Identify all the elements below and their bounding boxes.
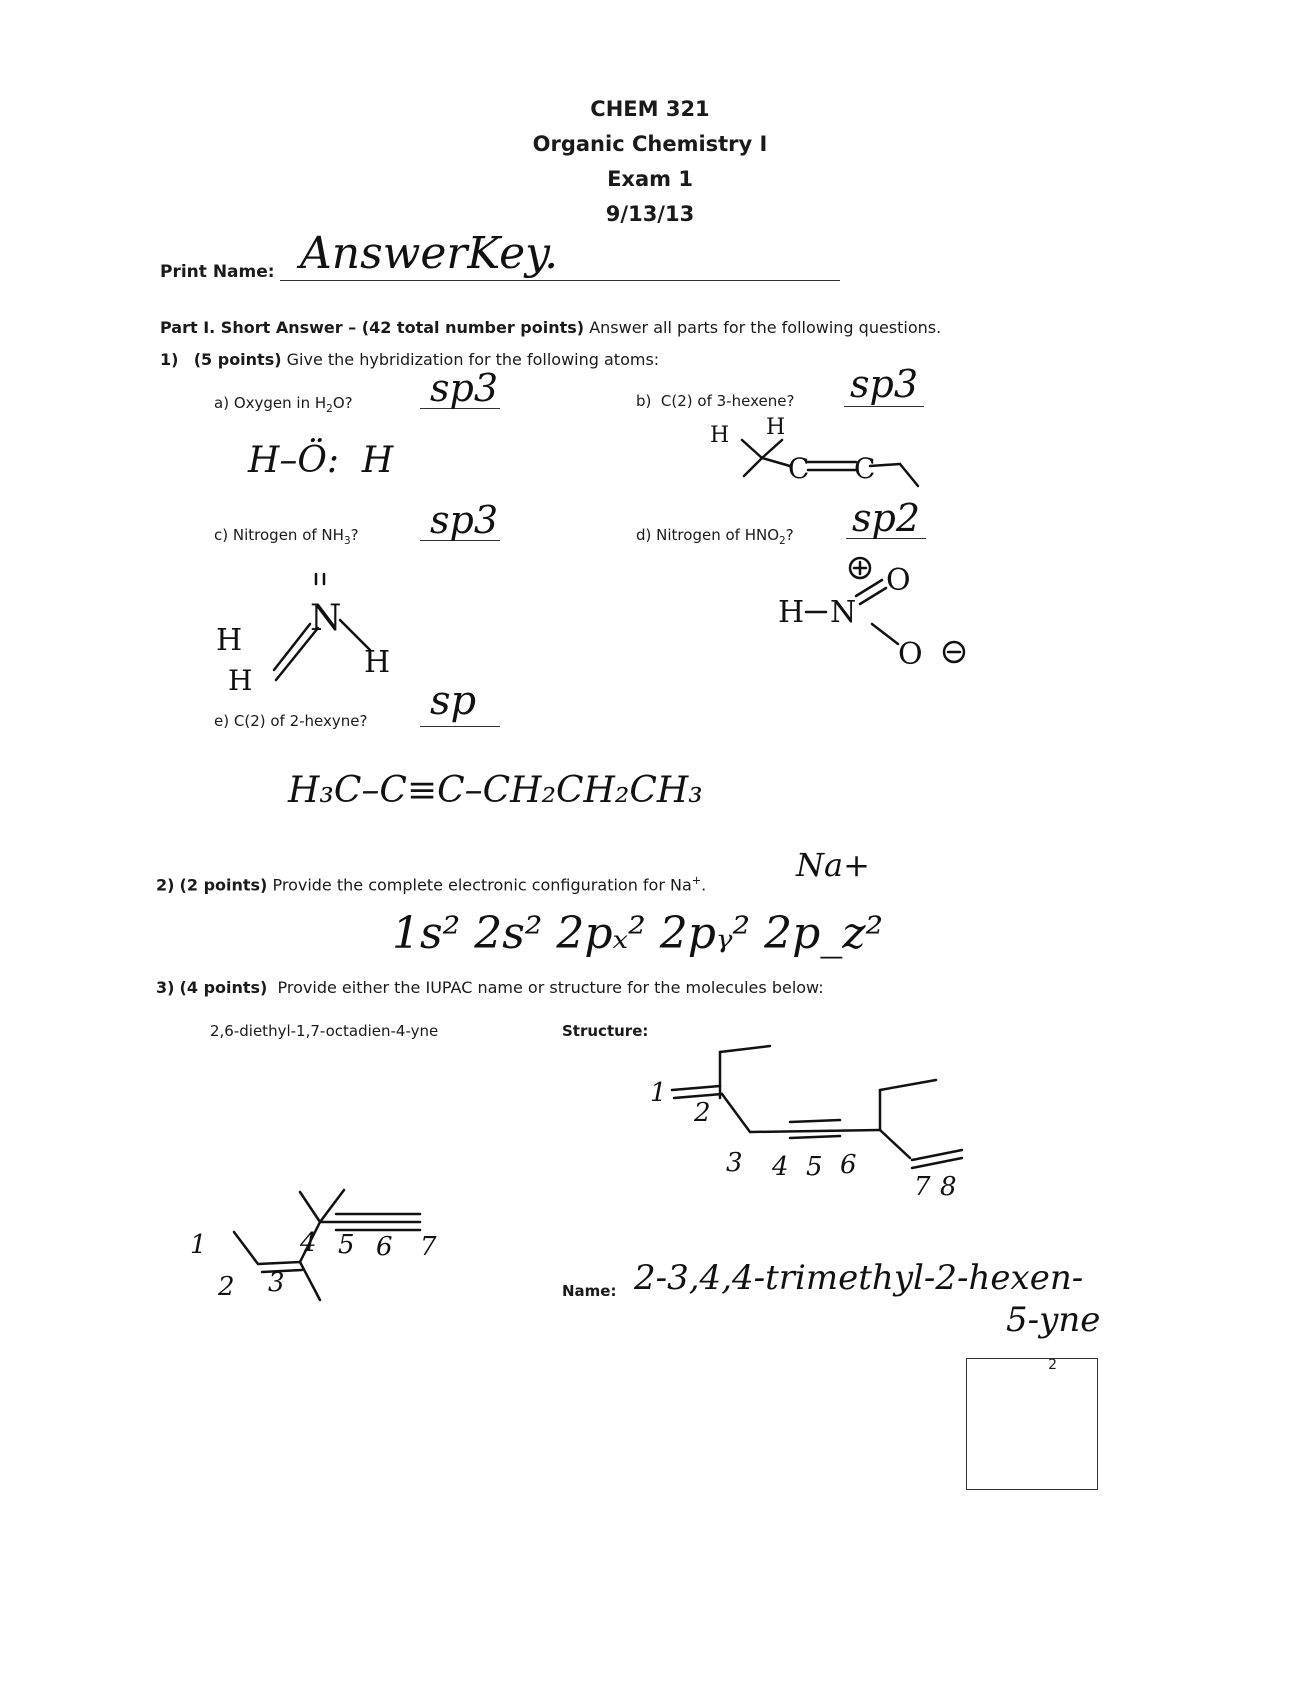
svg-text:H: H	[710, 423, 730, 448]
mol2-num-4: 4	[300, 1228, 317, 1258]
q3-given-name: 2,6-diethyl-1,7-octadien-4-yne	[210, 1022, 439, 1040]
svg-text:H: H	[364, 645, 391, 680]
q1a-sketch: H–Ö: H	[248, 440, 394, 481]
struct-num-1: 1	[650, 1078, 667, 1108]
svg-text:O: O	[898, 637, 923, 672]
q2-note: Na+	[796, 846, 870, 884]
q1c-answer: sp3	[430, 498, 499, 542]
struct-num-6: 6	[840, 1150, 857, 1180]
q1b: b) C(2) of 3-hexene?	[636, 392, 795, 410]
struct-num-8: 8	[940, 1172, 957, 1202]
q3-prompt: 3) (4 points) Provide either the IUPAC name or structure for the molecules below:	[156, 978, 824, 997]
svg-text:N: N	[830, 595, 857, 630]
q1a-answer: sp3	[430, 366, 499, 410]
q2-prompt: 2) (2 points) Provide the complete electronic configuration for Na+.	[156, 874, 707, 895]
q3-name-answer-line2: 5-yne	[1006, 1300, 1101, 1340]
print-name-label: Print Name:	[160, 262, 275, 282]
struct-num-4: 4	[772, 1152, 789, 1182]
mol2-num-5: 5	[338, 1230, 355, 1260]
hexene-sketch	[710, 415, 918, 486]
svg-text:H: H	[766, 415, 786, 440]
q1d-answer: sp2	[852, 496, 921, 540]
trimethylhexenyne-structure	[234, 1190, 420, 1300]
q1c: c) Nitrogen of $NH_3$?	[214, 526, 359, 547]
svg-text:O: O	[886, 563, 911, 598]
q1e: e) C(2) of 2-hexyne?	[214, 712, 368, 730]
course-code: CHEM 321	[590, 97, 710, 121]
q3-name-label: Name:	[562, 1282, 617, 1300]
q2-answer: 1s² 2s² 2pₓ² 2pᵧ² 2p_z²	[392, 908, 884, 959]
mol2-num-7: 7	[420, 1232, 437, 1262]
q1b-answer: sp3	[850, 362, 919, 406]
mol2-num-1: 1	[190, 1230, 207, 1260]
score-value: 2	[1048, 1357, 1057, 1373]
octadienyne-structure	[672, 1046, 962, 1168]
struct-num-7: 7	[914, 1172, 931, 1202]
svg-text:C: C	[788, 452, 810, 485]
svg-text:H: H	[778, 595, 805, 630]
q1e-answer: sp	[430, 678, 477, 724]
struct-num-3: 3	[726, 1148, 743, 1178]
course-title: Organic Chemistry I	[532, 132, 768, 156]
struct-num-5: 5	[806, 1152, 823, 1182]
q1e-sketch: H₃C–C≡C–CH₂CH₂CH₃	[288, 770, 703, 811]
struct-num-2: 2	[694, 1098, 711, 1128]
print-name-value: AnswerKey.	[300, 228, 559, 279]
part1-heading: Part I. Short Answer – (42 total number points) Answer all parts for the following questions.	[160, 318, 942, 337]
svg-text:N: N	[310, 598, 342, 639]
q1-prompt: 1) (5 points) Give the hybridization for the following atoms:	[160, 350, 660, 369]
mol2-num-6: 6	[376, 1232, 393, 1262]
hno2-sketch	[778, 558, 964, 672]
exam-number: Exam 1	[607, 167, 693, 191]
q3-structure-label: Structure:	[562, 1022, 649, 1040]
nh3-sketch	[216, 574, 390, 697]
exam-date: 9/13/13	[605, 202, 695, 226]
q1d: d) Nitrogen of $HNO_2$?	[636, 526, 794, 547]
mol2-num-3: 3	[268, 1268, 285, 1298]
svg-text:H: H	[216, 623, 243, 658]
svg-text:H: H	[228, 664, 253, 697]
svg-text:C: C	[854, 452, 876, 485]
mol2-num-2: 2	[218, 1272, 235, 1302]
q3-name-answer-line1: 2-3,4,4-trimethyl-2-hexen-	[634, 1258, 1084, 1298]
q1a: a) Oxygen in $H_2O$?	[214, 394, 353, 415]
